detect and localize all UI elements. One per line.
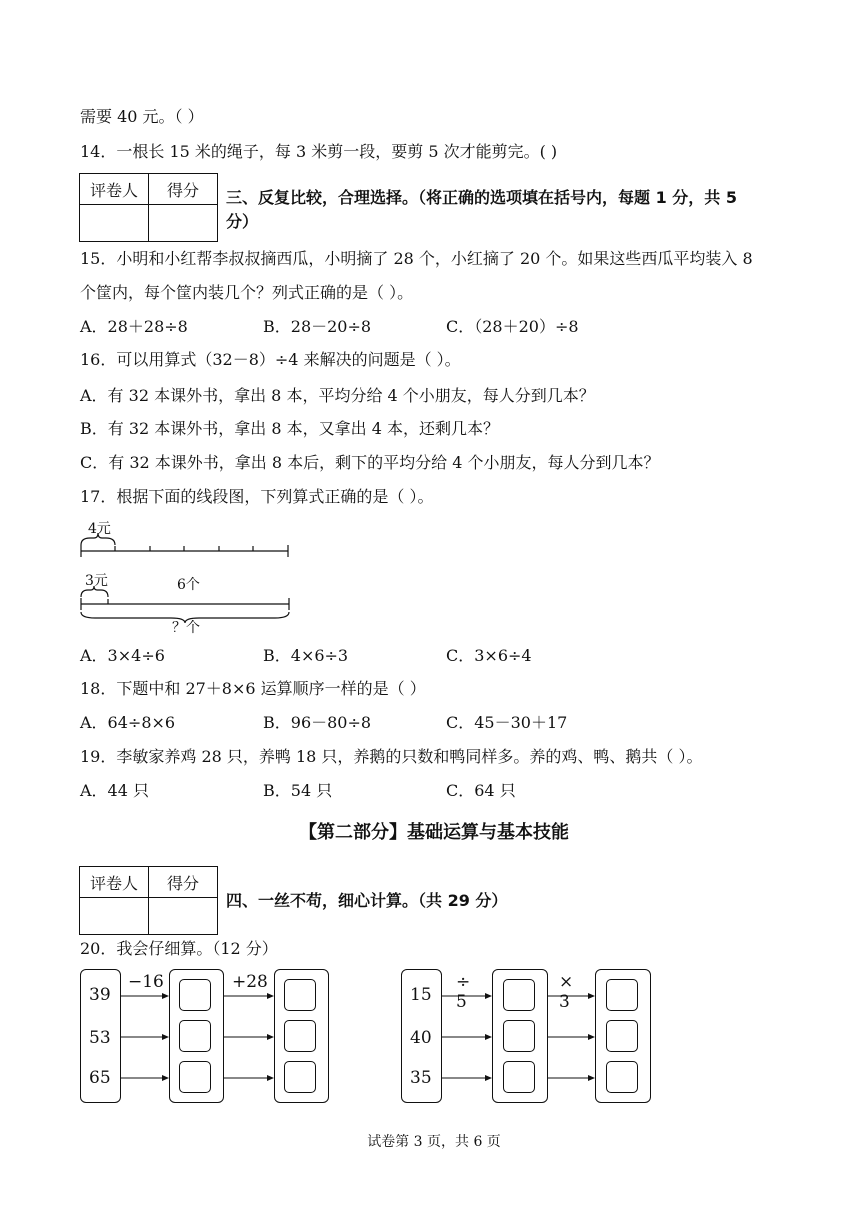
score-table-2 (79, 866, 218, 935)
q17-option-a[interactable]: A．3×4÷6 (80, 646, 165, 665)
operation-label: +28 (232, 972, 268, 992)
q19-option-a[interactable]: A．44 只 (80, 781, 150, 800)
answer-box[interactable] (284, 979, 316, 1011)
answer-box[interactable] (503, 979, 535, 1011)
answer-box[interactable] (606, 979, 638, 1011)
q19-option-b[interactable]: B．54 只 (263, 781, 333, 800)
q15-option-c[interactable]: C．（28＋20）÷8 (446, 317, 579, 336)
diagram-bottom-count: ？个 (172, 620, 200, 636)
section-3-title-line2: 分） (226, 212, 259, 231)
input-number: 65 (89, 1068, 111, 1088)
score-cell[interactable] (149, 205, 218, 242)
input-number: 53 (89, 1028, 111, 1048)
diagram-bottom-label: 3元 (85, 573, 108, 589)
input-number: 15 (410, 985, 432, 1005)
question-17-stem: 17．根据下面的线段图，下列算式正确的是（ ）。 (80, 487, 434, 506)
input-number: 40 (410, 1028, 432, 1048)
operation-label: ÷ 5 (456, 972, 471, 1012)
q18-option-a[interactable]: A．64÷8×6 (80, 713, 176, 732)
q18-option-b[interactable]: B．96－80÷8 (263, 713, 372, 732)
section-3-title-line1: 三、反复比较，合理选择。（将正确的选项填在括号内，每题 1 分，共 5 (226, 188, 737, 207)
question-14: 14．一根长 15 米的绳子，每 3 米剪一段，要剪 5 次才能剪完。( ) (80, 142, 558, 161)
q15-option-b[interactable]: B．28－20÷8 (263, 317, 372, 336)
q13-tail: 需要 40 元。（ ） (80, 107, 204, 126)
reviewer-cell[interactable] (80, 898, 149, 935)
score-header: 得分 (149, 174, 218, 205)
answer-box[interactable] (503, 1061, 535, 1093)
q16-option-c[interactable]: C．有 32 本课外书，拿出 8 本后，剩下的平均分给 4 个小朋友，每人分到几本？ (80, 453, 660, 472)
answer-box[interactable] (503, 1020, 535, 1052)
q17-option-c[interactable]: C．3×6÷4 (446, 646, 532, 665)
reviewer-header: 评卷人 (80, 174, 149, 205)
score-cell[interactable] (149, 898, 218, 935)
question-15-line2: 个筐内，每个筐内装几个？列式正确的是（ ）。 (80, 283, 414, 302)
question-15-line1: 15．小明和小红帮李叔叔摘西瓜，小明摘了 28 个，小红摘了 20 个。如果这些西瓜平均装入 8 (80, 249, 753, 268)
answer-box[interactable] (179, 1061, 211, 1093)
answer-box[interactable] (606, 1020, 638, 1052)
operation-label: × 3 (559, 972, 574, 1012)
operation-label: −16 (128, 972, 164, 992)
answer-box[interactable] (179, 1020, 211, 1052)
answer-box[interactable] (606, 1061, 638, 1093)
q19-option-c[interactable]: C．64 只 (446, 781, 516, 800)
reviewer-header: 评卷人 (80, 867, 149, 898)
answer-box[interactable] (284, 1061, 316, 1093)
question-18-stem: 18．下题中和 27＋8×6 运算顺序一样的是（ ） (80, 679, 426, 698)
score-header: 得分 (149, 867, 218, 898)
page-footer: 试卷第 3 页，共 6 页 (367, 1134, 501, 1150)
diagram-mid-label: 6个 (177, 577, 200, 593)
input-number: 39 (89, 985, 111, 1005)
score-table (79, 173, 218, 242)
question-16-stem: 16．可以用算式（32－8）÷4 来解决的问题是（ ）。 (80, 350, 461, 369)
reviewer-cell[interactable] (80, 205, 149, 242)
input-number: 35 (410, 1068, 432, 1088)
question-19-stem: 19．李敏家养鸡 28 只，养鸭 18 只，养鹅的只数和鸭同样多。养的鸡、鸭、鹅共（ ）。 (80, 747, 703, 766)
q17-option-b[interactable]: B．4×6÷3 (263, 646, 349, 665)
answer-box[interactable] (284, 1020, 316, 1052)
q15-option-a[interactable]: A．28＋28÷8 (80, 317, 188, 336)
answer-box[interactable] (179, 979, 211, 1011)
part-2-title: 【第二部分】基础运算与基本技能 (299, 822, 569, 843)
question-20-stem: 20．我会仔细算。（12 分） (80, 939, 278, 958)
q16-option-a[interactable]: A．有 32 本课外书，拿出 8 本，平均分给 4 个小朋友，每人分到几本？ (80, 386, 595, 405)
diagram-top-label: 4元 (88, 521, 111, 537)
q16-option-b[interactable]: B．有 32 本课外书，拿出 8 本，又拿出 4 本，还剩几本？ (80, 419, 499, 438)
section-4-title: 四、一丝不苟，细心计算。（共 29 分） (226, 891, 508, 910)
q18-option-c[interactable]: C．45－30＋17 (446, 713, 568, 732)
